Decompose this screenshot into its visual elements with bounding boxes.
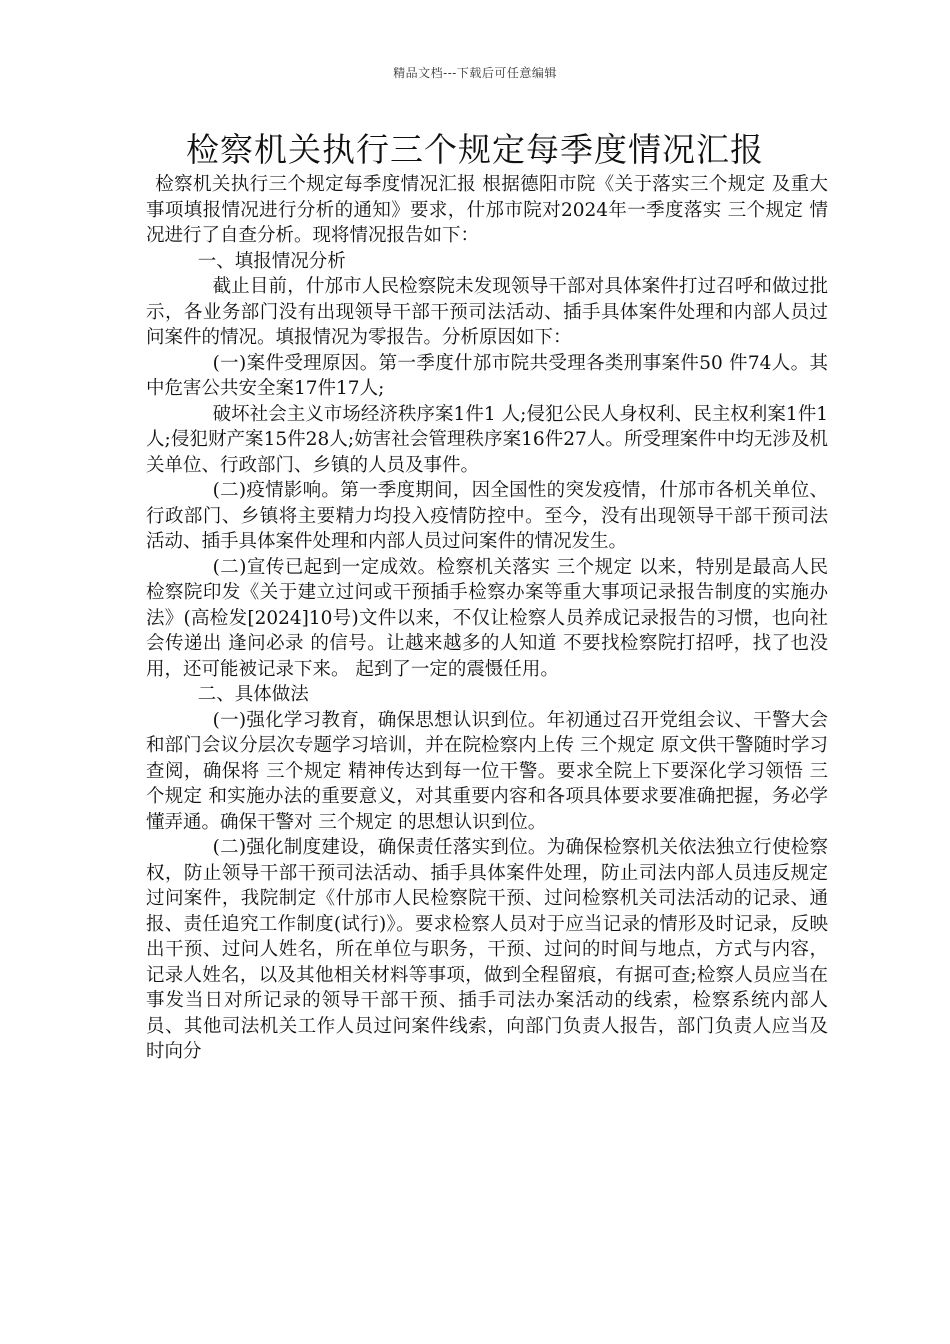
paragraph: (一)强化学习教育，确保思想认识到位。年初通过召开党组会议、干警大会和部门会议分层次专题学习培训，并在院检察内上传 三个规定 原文供干警随时学习查阅，确保将 三个规定 精神传达到每一位干警。要求全院上下要深化学习领悟 三个规定 和实施办法的重要意义，对其重要内容和各项具体要求要准确把握，务必学懂弄通。确保干警对 三个规定 的思想认识到位。 xyxy=(146,709,828,833)
paragraph: (二)疫情影响。第一季度期间，因全国性的突发疫情，什邡市各机关单位、行政部门、乡镇将主要精力均投入疫情防控中。至今，没有出现领导干部干预司法活动、插手具体案件处理和内部人员过问案件的情况发生。 xyxy=(146,480,828,552)
paragraph: (二)宣传已起到一定成效。检察机关落实 三个规定 以来，特别是最高人民检察院印发《关于建立过问或干预插手检察办案等重大事项记录报告制度的实施办法》(高检发[2024]10号)文件以来，不仅让检察人员养成记录报告的习惯，也向社会传递出 逢问必录 的信号。让越来越多的人知道 不要找检察院打招呼，找了也没用，还可能被记录下来。 起到了一定的震慑任用。 xyxy=(146,556,828,680)
paragraph: (二)强化制度建设，确保责任落实到位。为确保检察机关依法独立行使检察权，防止领导干部干预司法活动、插手具体案件处理，防止司法内部人员违反规定过问案件，我院制定《什邡市人民检察院干预、过问检察机关司法活动的记录、通报、责任追究工作制度(试行)》。要求检察人员对于应当记录的情形及时记录，反映出干预、过问人姓名，所在单位与职务，干预、过问的时间与地点，方式与内容，记录人姓名，以及其他相关材料等事项，做到全程留痕，有据可查;检察人员应当在事发当日对所记录的领导干部干预、插手司法办案活动的线索，检察系统内部人员、其他司法机关工作人员过问案件线索，向部门负责人报告，部门负责人应当及时向分 xyxy=(146,837,828,1062)
document-body xyxy=(146,172,828,1065)
paragraph: 二、具体做法 xyxy=(197,684,309,705)
paragraph: (一)案件受理原因。第一季度什邡市院共受理各类刑事案件50 件74人。其中危害公共安全案17件17人; xyxy=(146,352,828,399)
paragraph: 截止目前，什邡市人民检察院未发现领导干部对具体案件打过召呼和做过批示，各业务部门没有出现领导干部干预司法活动、插手具体案件处理和内部人员过问案件的情况。填报情况为零报告。分析原因如下： xyxy=(146,276,828,348)
paragraph: 检察机关执行三个规定每季度情况汇报 根据德阳市院《关于落实三个规定 及重大事项填报情况进行分析的通知》要求，什邡市院对2024年一季度落实 三个规定 情况进行了自查分析。现将情况报告如下： xyxy=(146,174,828,246)
page-title: 检察机关执行三个规定每季度情况汇报 xyxy=(186,130,764,169)
paragraph: 破坏社会主义市场经济秩序案1件1 人;侵犯公民人身权利、民主权利案1件1人;侵犯财产案15件28人;妨害社会管理秩序案16件27人。所受理案件中均无涉及机关单位、行政部门、乡镇的人员及事件。 xyxy=(146,403,828,476)
paragraph: 一、填报情况分析 xyxy=(197,250,346,272)
header-note: 精品文档---下载后可任意编辑 xyxy=(393,66,557,80)
